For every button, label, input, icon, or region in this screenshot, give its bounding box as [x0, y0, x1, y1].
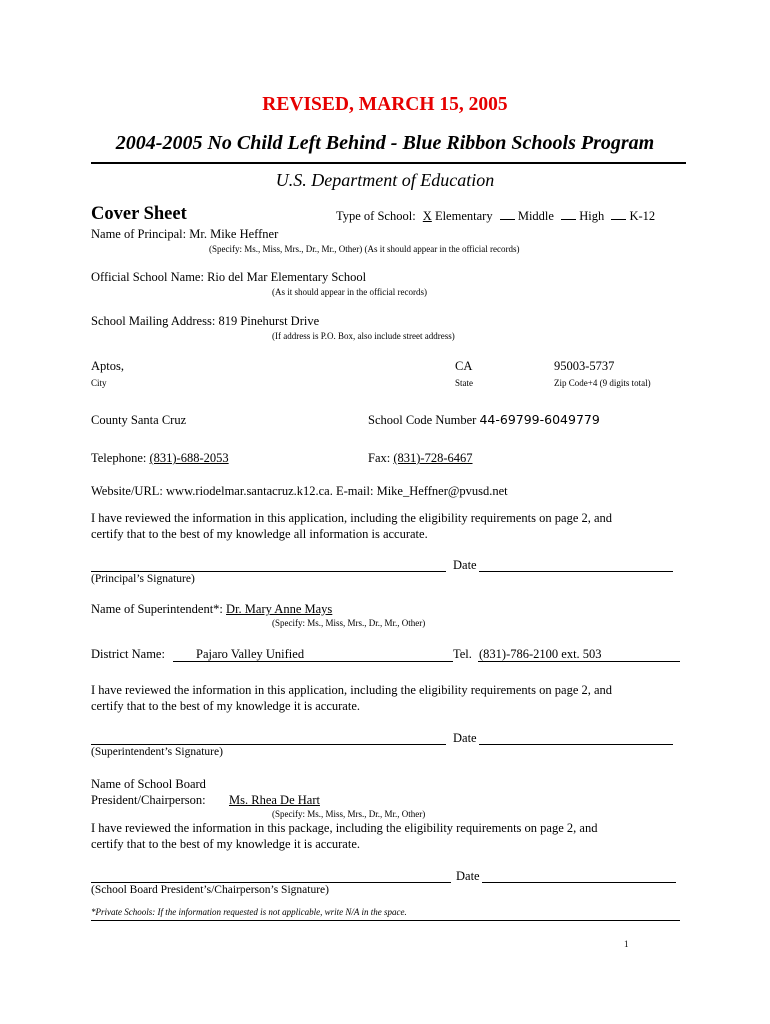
telephone-row: [91, 451, 229, 466]
program-title: 2004-2005 No Child Left Behind - Blue Ribbon Schools Program: [115, 132, 655, 154]
district-label: District Name:: [91, 647, 165, 661]
page-number: 1: [624, 939, 629, 949]
middle-option: Middle: [517, 209, 554, 223]
super-cert-line2: certify that to the best of my knowledge it is accurate.: [91, 699, 361, 713]
board-signature-line[interactable]: [91, 882, 451, 883]
district-tel-label: Tel.: [453, 647, 472, 661]
cover-sheet-heading: Cover Sheet: [91, 204, 187, 224]
state-value[interactable]: CA: [455, 359, 473, 373]
title-rule: [91, 162, 686, 164]
zip-label: Zip Code+4 (9 digits total): [554, 378, 651, 388]
high-option: High: [579, 209, 605, 223]
high-mark[interactable]: [561, 219, 576, 220]
super-cert-line1: I have reviewed the information in this application, including the eligibility requirements on page 2, and: [91, 683, 613, 697]
superintendent-name[interactable]: Dr. Mary Anne Mays: [226, 602, 333, 616]
city-value[interactable]: Aptos,: [91, 359, 124, 373]
district-tel-line: [478, 661, 680, 662]
fax-value[interactable]: (831)-728-6467: [393, 451, 473, 465]
footer-rule: [91, 920, 680, 921]
fax-row: [368, 451, 473, 466]
school-name-note: (As it should appear in the official records): [272, 287, 428, 297]
board-label-line1: Name of School Board: [91, 777, 206, 791]
superintendent-label: Name of Superintendent*:: [91, 602, 223, 616]
elementary-mark[interactable]: X: [422, 209, 432, 223]
board-date-line[interactable]: [482, 882, 676, 883]
principal-cert-line2: certify that to the best of my knowledge all information is accurate.: [91, 527, 428, 541]
zip-value[interactable]: 95003-5737: [554, 359, 615, 373]
county-value[interactable]: County Santa Cruz: [91, 413, 187, 427]
super-date-label: Date: [453, 731, 477, 745]
mailing-row: [91, 314, 319, 329]
super-date-line[interactable]: [479, 744, 673, 745]
board-note: (Specify: Ms., Miss, Mrs., Dr., Mr., Other): [272, 809, 426, 819]
super-signature-caption: (Superintendent’s Signature): [91, 746, 223, 758]
state-label: State: [455, 378, 473, 388]
department: U.S. Department of Education: [275, 170, 495, 190]
district-line: [173, 661, 453, 662]
private-school-note: *Private Schools: If the information requested is not applicable, write N/A in the space.: [91, 907, 407, 917]
principal-date-line[interactable]: [479, 571, 673, 572]
mailing-value[interactable]: 819 Pinehurst Drive: [218, 314, 320, 328]
superintendent-row: [91, 602, 332, 617]
school-code-value[interactable]: 44-69799-6049779: [479, 412, 600, 427]
principal-cert-line1: I have reviewed the information in this application, including the eligibility requirements on page 2, and: [91, 511, 613, 525]
principal-signature-caption: (Principal’s Signature): [91, 573, 195, 585]
board-name[interactable]: Ms. Rhea De Hart: [229, 793, 320, 807]
website-email[interactable]: Website/URL: www.riodelmar.santacruz.k12.ca. E-mail: Mike_Heffner@pvusd.net: [91, 484, 508, 498]
district-tel-value[interactable]: (831)-786-2100 ext. 503: [479, 647, 602, 661]
board-cert-line1: I have reviewed the information in this package, including the eligibility requirements on page 2, and: [91, 821, 598, 835]
school-name-value[interactable]: Rio del Mar Elementary School: [207, 270, 367, 284]
revised-date: REVISED, MARCH 15, 2005: [262, 94, 508, 115]
k12-mark[interactable]: [611, 219, 626, 220]
board-cert-line2: certify that to the best of my knowledge it is accurate.: [91, 837, 361, 851]
telephone-label: Telephone:: [91, 451, 147, 465]
district-value[interactable]: Pajaro Valley Unified: [196, 647, 305, 661]
school-type-row: [336, 209, 655, 224]
principal-row: [91, 227, 278, 242]
elementary-option: Elementary: [434, 209, 493, 223]
school-code-row: [368, 412, 600, 428]
board-signature-caption: (School Board President’s/Chairperson’s Signature): [91, 884, 329, 896]
mailing-label: School Mailing Address:: [91, 314, 216, 328]
board-label-line2: President/Chairperson:: [91, 793, 206, 807]
board-date-label: Date: [456, 869, 480, 883]
principal-date-label: Date: [453, 558, 477, 572]
school-name-label: Official School Name:: [91, 270, 204, 284]
school-type-label: Type of School:: [336, 209, 416, 223]
middle-mark[interactable]: [500, 219, 515, 220]
superintendent-note: (Specify: Ms., Miss, Mrs., Dr., Mr., Other): [272, 618, 426, 628]
principal-signature-line[interactable]: [91, 571, 446, 572]
principal-name[interactable]: Mr. Mike Heffner: [189, 227, 279, 241]
city-label: City: [91, 378, 107, 388]
super-signature-line[interactable]: [91, 744, 446, 745]
telephone-value[interactable]: (831)-688-2053: [149, 451, 229, 465]
principal-note: (Specify: Ms., Miss, Mrs., Dr., Mr., Other) (As it should appear in the official records): [209, 244, 520, 254]
school-code-label: School Code Number: [368, 413, 477, 427]
k12-option: K-12: [629, 209, 656, 223]
principal-label: Name of Principal:: [91, 227, 187, 241]
mailing-note: (If address is P.O. Box, also include street address): [272, 331, 455, 341]
school-name-row: [91, 270, 366, 285]
fax-label: Fax:: [368, 451, 391, 465]
